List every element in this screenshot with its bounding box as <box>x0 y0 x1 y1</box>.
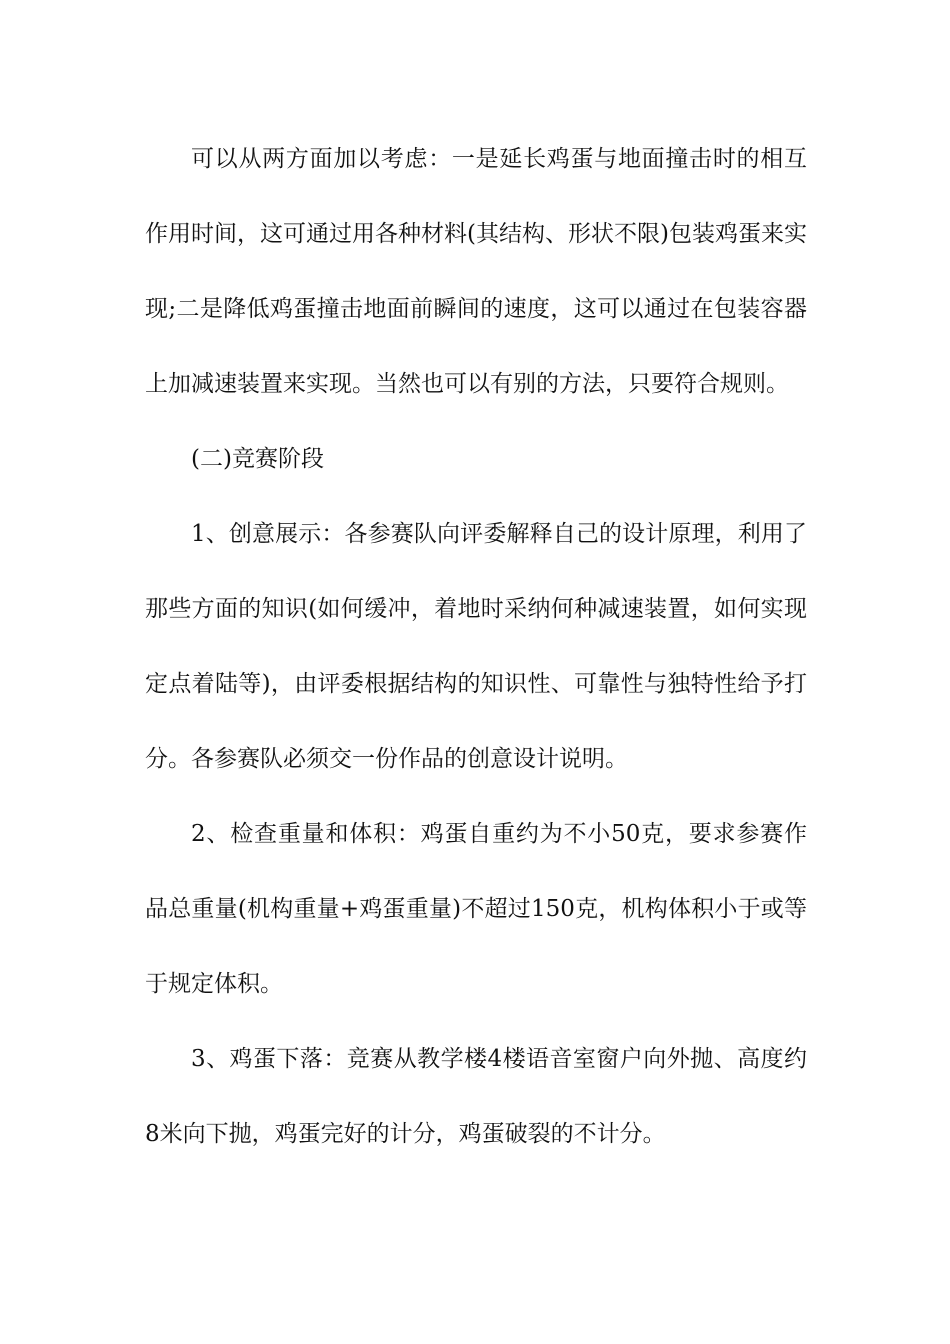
paragraph-weight-volume-check: 2、检查重量和体积：鸡蛋自重约为不小50克，要求参赛作品总重量(机构重量+鸡蛋重量)不超过150克，机构体积小于或等于规定体积。 <box>145 821 807 997</box>
paragraph-design-approach: 可以从两方面加以考虑：一是延长鸡蛋与地面撞击时的相互作用时间，这可通过用各种材料(其结构、形状不限)包装鸡蛋来实现;二是降低鸡蛋撞击地面前瞬间的速度，这可以通过在包装容器上加减速装置来实现。当然也可以有别的方法，只要符合规则。 <box>145 146 807 397</box>
paragraph-creative-display: 1、创意展示：各参赛队向评委解释自己的设计原理，利用了那些方面的知识(如何缓冲，着地时采纳何种减速装置，如何实现定点着陆等)，由评委根据结构的知识性、可靠性与独特性给予打分。各参赛队必须交一份作品的创意设计说明。 <box>145 521 807 772</box>
paragraph-egg-drop: 3、鸡蛋下落：竞赛从教学楼4楼语音室窗户向外抛、高度约8米向下抛，鸡蛋完好的计分，鸡蛋破裂的不计分。 <box>145 1046 807 1147</box>
section-heading-competition-stage: (二)竞赛阶段 <box>191 446 324 472</box>
document-body <box>145 122 807 1172</box>
